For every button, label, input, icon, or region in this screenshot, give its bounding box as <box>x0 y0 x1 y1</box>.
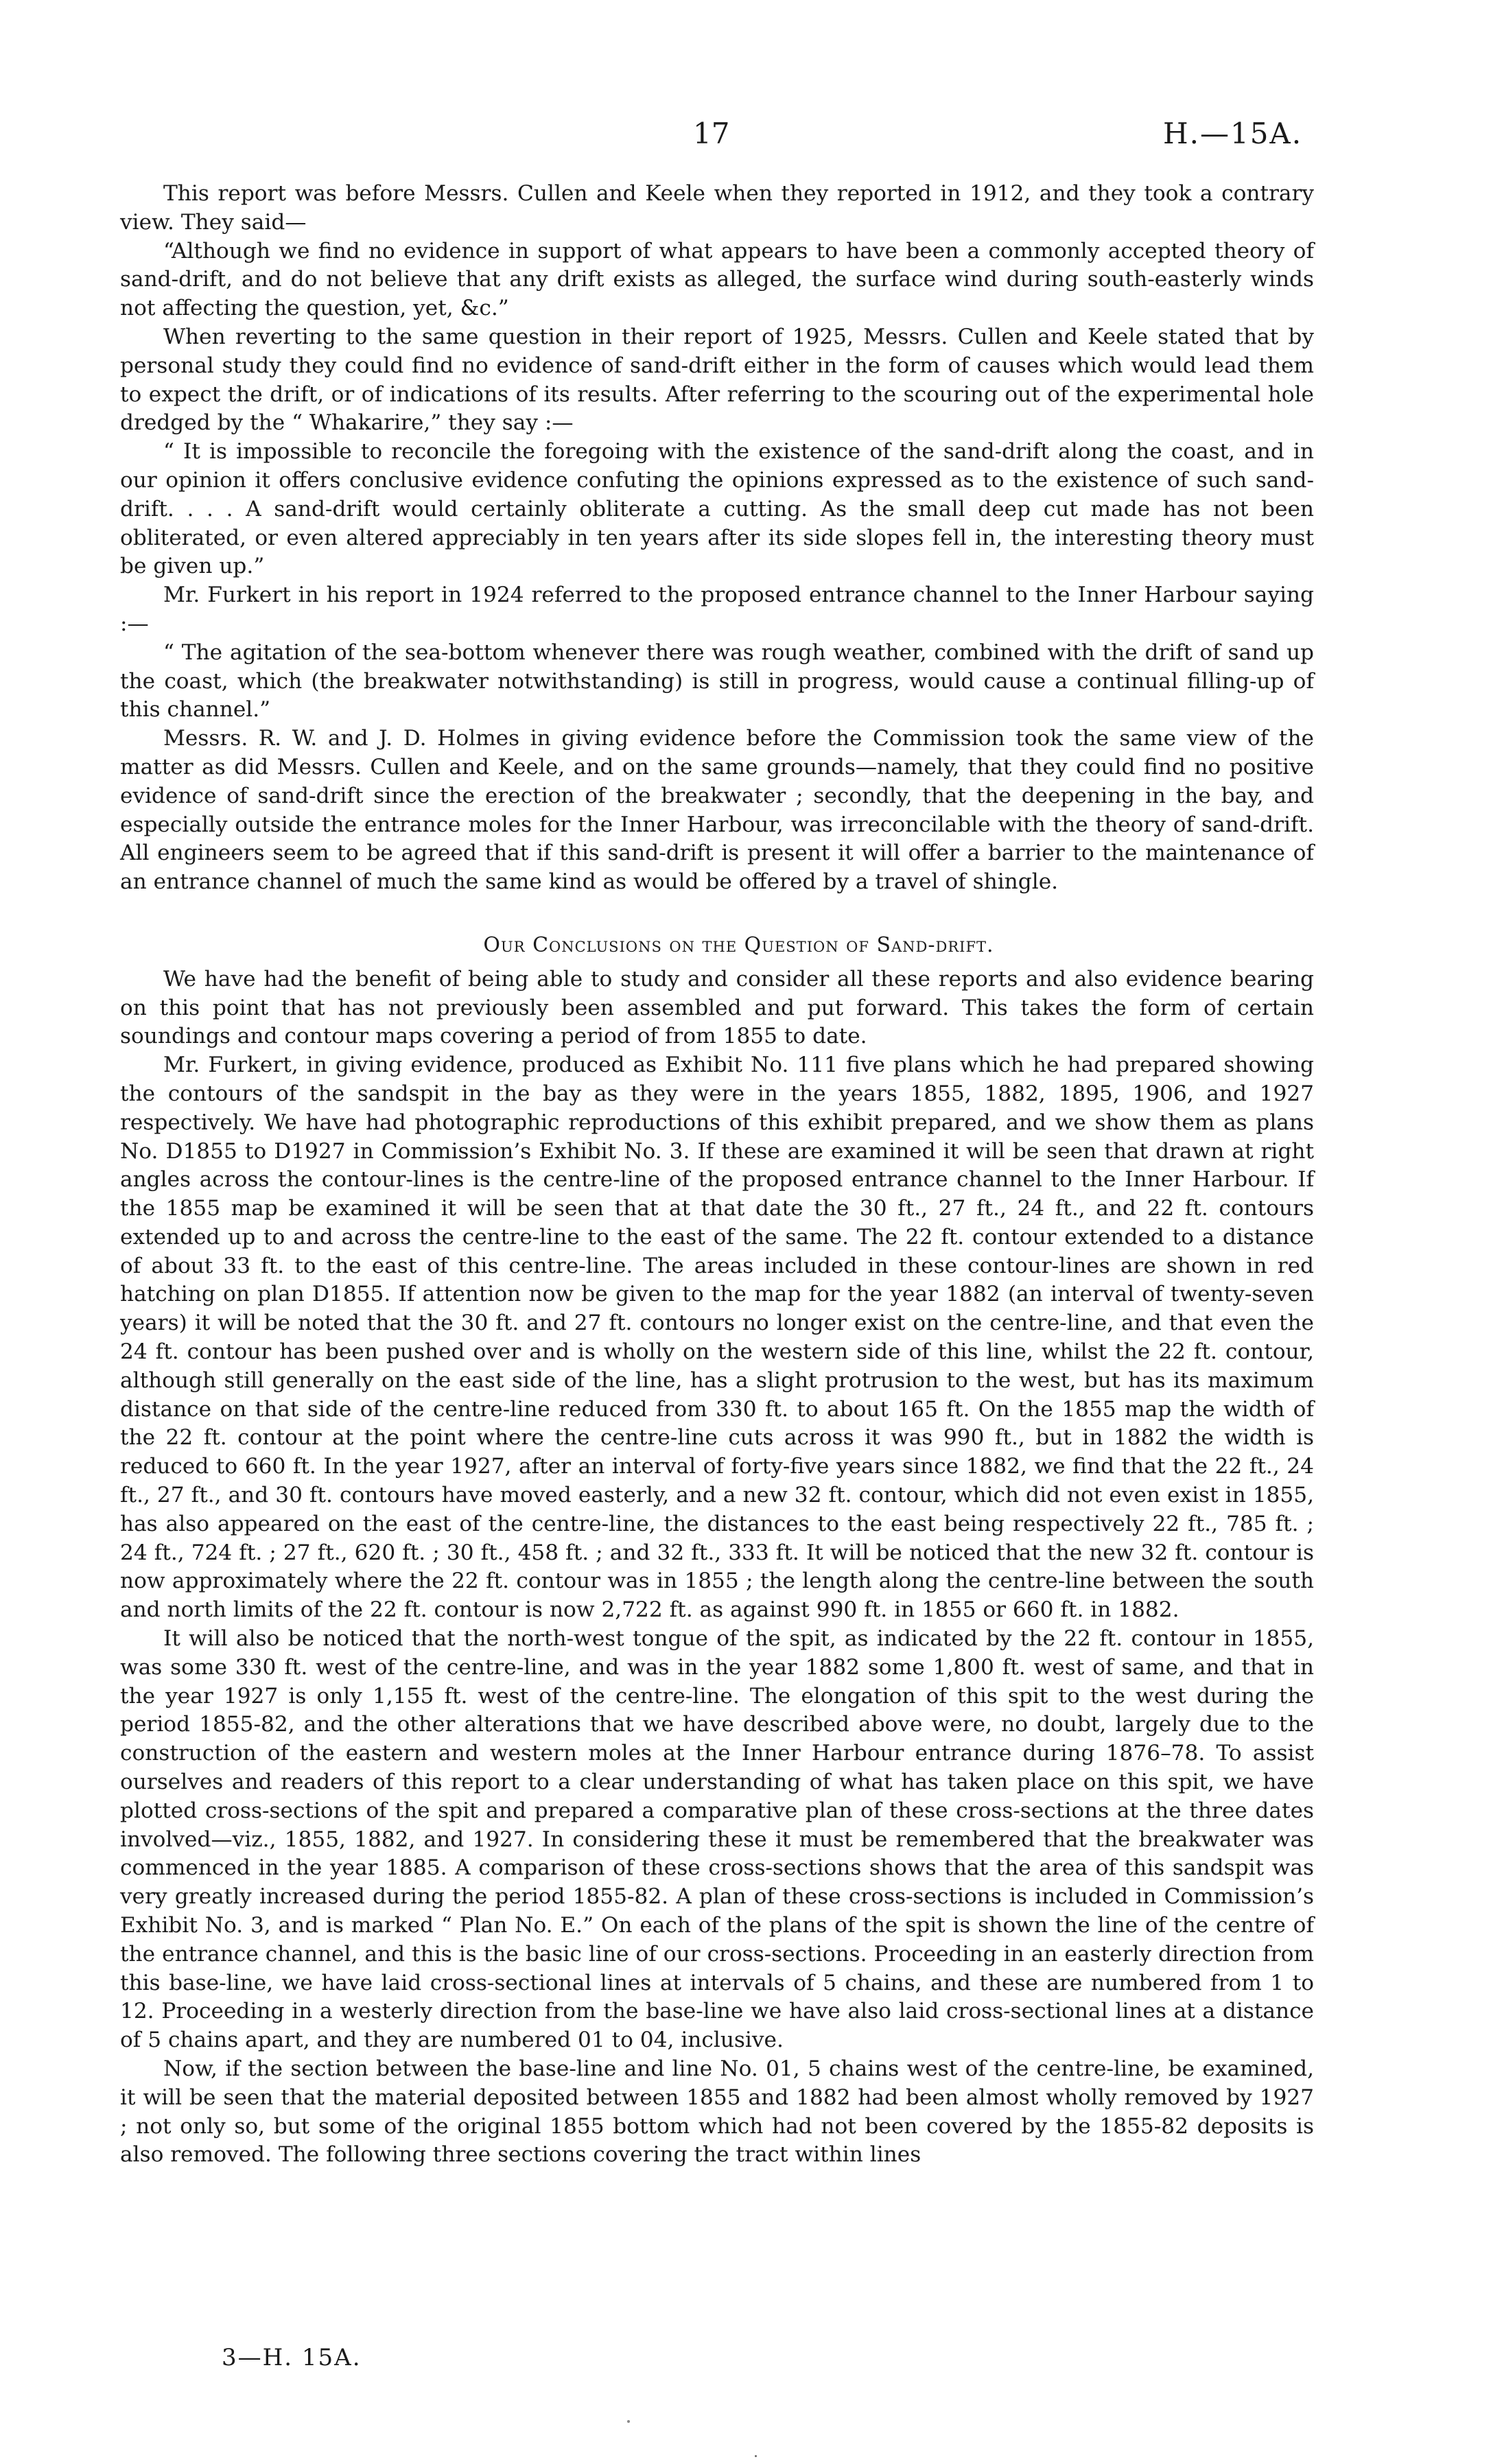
paragraph: Mr. Furkert, in giving evidence, produced as Exhibit No. 111 five plans which he had prepared showing the contours of the sandspit in the bay as they were in the years 1855, 1882, 1895, 1906, and 1927 respectively. We have had photographic reproductions of this exhibit prepared, and we show them as plans No. D1855 to D1927 in Commission’s Exhibit No. 3. If these are examined it will be seen that drawn at right angles across the contour-lines is the centre-line of the proposed entrance channel to the Inner Harbour. If the 1855 map be examined it will be seen that at that date the 30 ft., 27 ft., 24 ft., and 22 ft. contours extended up to and across the centre-line to the east of the same. The 22 ft. contour extended to a distance of about 33 ft. to the east of this centre-line. The areas included in these contour-lines are shown in red hatching on plan D1855. If attention now be given to the map for the year 1882 (an interval of twenty-seven years) it will be noted that the 30 ft. and 27 ft. contours no longer exist on the centre-line, and that even the 24 ft. contour has been pushed over and is wholly on the western side of this line, whilst the 22 ft. contour, although still generally on the east side of the line, has a slight protrusion to the west, but has its maximum distance on that side of the centre-line reduced from 330 ft. to about 165 ft. On the 1855 map the width of the 22 ft. contour at the point where the centre-line cuts across it was 990 ft., but in 1882 the width is reduced to 660 ft. In the year 1927, after an interval of forty-five years since 1882, we find that the 22 ft., 24 ft., 27 ft., and 30 ft. contours have moved easterly, and a new 32 ft. contour, which did not even exist in 1855, has also appeared on the east of the centre-line, the distances to the east being respectively 22 ft., 785 ft. ; 24 ft., 724 ft. ; 27 ft., 620 ft. ; 30 ft., 458 ft. ; and 32 ft., 333 ft. It will be noticed that the new 32 ft. contour is now approximately where the 22 ft. contour was in 1855 ; the length along the centre-line between the south and north limits of the 22 ft. contour is now 2,722 ft. as against 990 ft. in 1855 or 660 ft. in 1882. <box>120 1053 1314 1623</box>
page-speck <box>627 2420 630 2423</box>
quotation: “ The agitation of the sea-bottom whenever there was rough weather, combined with the drift of sand up the coast, which (the breakwater notwithstanding) is still in progress, would cause a continual filling-up of this channel.” <box>120 640 1314 723</box>
quotation: “Although we find no evidence in support of what appears to have been a commonly accepted theory of sand-drift, and do not believe that any drift exists as alleged, the surface wind during south-easterly winds not affecting the question, yet, &c.” <box>120 238 1314 321</box>
paragraph: Messrs. R. W. and J. D. Holmes in giving evidence before the Commission took the same view of the matter as did Messrs. Cullen and Keele, and on the same grounds—namely, that they could find no positive evidence of sand-drift since the erection of the breakwater ; secondly, that the deepening in the bay, and especially outside the entrance moles for the Inner Harbour, was irreconcilable with the theory of sand-drift. All engineers seem to be agreed that if this sand-drift is present it will offer a barrier to the maintenance of an entrance channel of much the same kind as would be offered by a travel of shingle. <box>120 726 1314 895</box>
section-heading: Our Conclusions on the Question of Sand-drift. <box>483 932 994 957</box>
page-speck <box>755 2455 757 2457</box>
signature-footer: 3—H. 15A. <box>222 2344 362 2371</box>
page-header <box>0 117 1491 158</box>
body-text <box>120 180 1314 2170</box>
paragraph: This report was before Messrs. Cullen and Keele when they reported in 1912, and they took a contrary view. They said— <box>120 181 1314 235</box>
paragraph: When reverting to the same question in their report of 1925, Messrs. Cullen and Keele stated that by personal study they could find no evidence of sand-drift either in the form of causes which would lead them to expect the drift, or of indications of its results. After referring to the scouring out of the experimental hole dredged by the “ Whakarire,” they say :— <box>120 324 1314 436</box>
document-reference: H.—15A. <box>1163 117 1303 150</box>
paragraph: It will also be noticed that the north-west tongue of the spit, as indicated by the 22 ft. contour in 1855, was some 330 ft. west of the centre-line, and was in the year 1882 some 1,800 ft. west of same, and that in the year 1927 is only 1,155 ft. west of the centre-line. The elongation of this spit to the west during the period 1855-82, and the other alterations that we have described above were, no doubt, largely due to the construction of the eastern and western moles at the Inner Harbour entrance during 1876–78. To assist ourselves and readers of this report to a clear understanding of what has taken place on this spit, we have plotted cross-sections of the spit and prepared a comparative plan of these cross-sections at the three dates involved—viz., 1855, 1882, and 1927. In considering these it must be remembered that the breakwater was commenced in the year 1885. A comparison of these cross-sections shows that the area of this sandspit was very greatly increased during the period 1855-82. A plan of these cross-sections is included in Commission’s Exhibit No. 3, and is marked “ Plan No. E.” On each of the plans of the spit is shown the line of the centre of the entrance channel, and this is the basic line of our cross-sections. Proceeding in an easterly direction from this base-line, we have laid cross-sectional lines at intervals of 5 chains, and these are numbered from 1 to 12. Proceeding in a westerly direction from the base-line we have also laid cross-sectional lines at a distance of 5 chains apart, and they are numbered 01 to 04, inclusive. <box>120 1626 1314 2053</box>
paragraph: Now, if the section between the base-line and line No. 01, 5 chains west of the centre-line, be examined, it will be seen that the material deposited between 1855 and 1882 had been almost wholly removed by 1927 ; not only so, but some of the original 1855 bottom which had not been covered by the 1855-82 deposits is also removed. The following three sections covering the tract within lines <box>120 2056 1314 2168</box>
quotation: “ It is impossible to reconcile the foregoing with the existence of the sand-drift along the coast, and in our opinion it offers conclusive evidence confuting the opinions expressed as to the existence of such sand-drift. . . . A sand-drift would certainly obliterate a cutting. As the small deep cut made has not been obliterated, or even altered appreciably in ten years after its side slopes fell in, the interesting theory must be given up.” <box>120 439 1314 579</box>
page-number: 17 <box>693 117 730 150</box>
paragraph: We have had the benefit of being able to study and consider all these reports and also evidence bearing on this point that has not previously been assembled and put forward. This takes the form of certain soundings and contour maps covering a period of from 1855 to date. <box>120 966 1314 1049</box>
paragraph: Mr. Furkert in his report in 1924 referred to the proposed entrance channel to the Inner Harbour saying :— <box>120 583 1314 636</box>
